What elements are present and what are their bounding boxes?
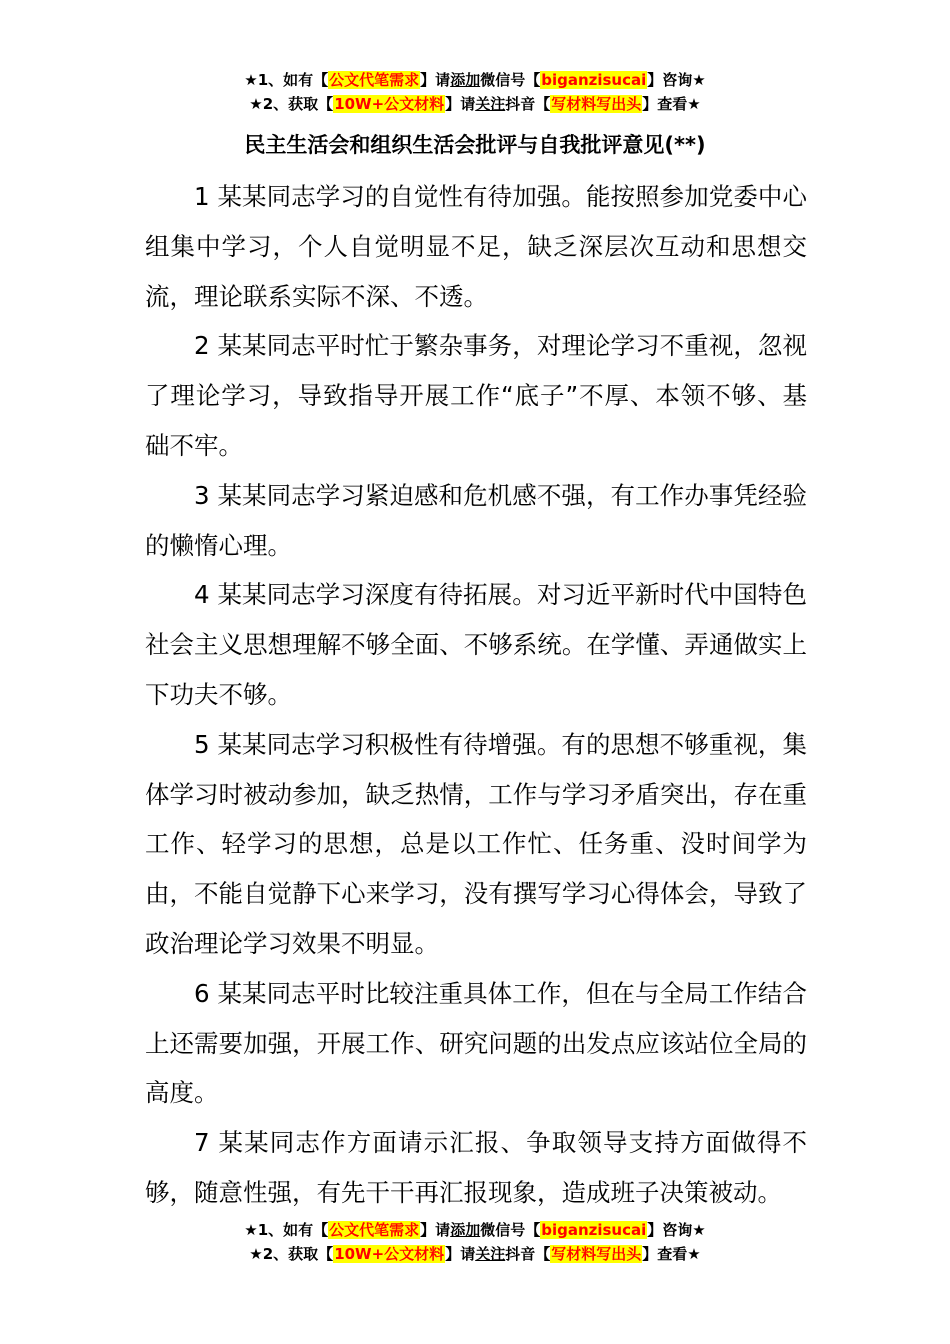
document-title: 民主生活会和组织生活会批评与自我批评意见(**) bbox=[244, 133, 706, 157]
banner-text: ★1、如有【 bbox=[244, 71, 329, 89]
document-body bbox=[145, 172, 807, 1218]
banner-text: 】咨询★ bbox=[647, 71, 706, 89]
paragraph-6: 6 某某同志平时比较注重具体工作，但在与全局工作结合上还需要加强，开展工作、研究问题的出发点应该站位全局的高度。 bbox=[145, 978, 807, 1108]
banner-text: 】请 bbox=[420, 71, 451, 89]
footer-banner bbox=[0, 1218, 950, 1266]
paragraph-7: 7 某某同志作方面请示汇报、争取领导支持方面做得不够，随意性强，有先干干再汇报现象，造成班子决策被动。 bbox=[145, 1128, 807, 1207]
underline-add: 添加 bbox=[450, 71, 481, 89]
paragraph-5: 5 某某同志学习积极性有待增强。有的思想不够重视，集体学习时被动参加，缺乏热情，工作与学习矛盾突出，存在重工作、轻学习的思想，总是以工作忙、任务重、没时间学为由，不能自觉静下心来学习，没有撰写学习心得体会，导致了政治理论学习效果不明显。 bbox=[145, 729, 807, 958]
underline-follow: 关注 bbox=[475, 95, 506, 113]
highlight-wechat-id: biganzisucai bbox=[541, 71, 647, 89]
paragraph-4: 4 某某同志学习深度有待拓展。对习近平新时代中国特色社会主义思想理解不够全面、不够系统。在学懂、弄通做实上下功夫不够。 bbox=[145, 580, 807, 709]
paragraph-1: 1 某某同志学习的自觉性有待加强。能按照参加党委中心组集中学习，个人自觉明显不足，缺乏深层次互动和思想交流，理论联系实际不深、不透。 bbox=[145, 182, 807, 311]
banner-line-2 bbox=[0, 1242, 950, 1266]
banner-text: ★2、获取【 bbox=[249, 1245, 334, 1263]
underline-add: 添加 bbox=[450, 1221, 481, 1239]
banner-text: 抖音【 bbox=[505, 1245, 551, 1263]
banner-text: 】咨询★ bbox=[647, 1221, 706, 1239]
banner-text: ★2、获取【 bbox=[249, 95, 334, 113]
highlight-douyin-account: 写材料写出头 bbox=[551, 1245, 642, 1263]
highlight-ghostwriting: 公文代笔需求 bbox=[329, 71, 420, 89]
highlight-materials: 10W+公文材料 bbox=[334, 95, 445, 113]
banner-text: 】请 bbox=[445, 1245, 476, 1263]
highlight-douyin-account: 写材料写出头 bbox=[551, 95, 642, 113]
banner-text: 】查看★ bbox=[642, 1245, 701, 1263]
banner-text: 】请 bbox=[445, 95, 476, 113]
highlight-ghostwriting: 公文代笔需求 bbox=[329, 1221, 420, 1239]
banner-line-1 bbox=[0, 68, 950, 92]
paragraph-3: 3 某某同志学习紧迫感和危机感不强，有工作办事凭经验的懒惰心理。 bbox=[145, 480, 807, 560]
banner-text: ★1、如有【 bbox=[244, 1221, 329, 1239]
underline-follow: 关注 bbox=[475, 1245, 506, 1263]
banner-line-2 bbox=[0, 92, 950, 116]
banner-text: 】查看★ bbox=[642, 95, 701, 113]
banner-text: 微信号【 bbox=[480, 1221, 541, 1239]
highlight-wechat-id: biganzisucai bbox=[541, 1221, 647, 1239]
banner-text: 抖音【 bbox=[505, 95, 551, 113]
banner-text: 微信号【 bbox=[480, 71, 541, 89]
highlight-materials: 10W+公文材料 bbox=[334, 1245, 445, 1263]
banner-text: 】请 bbox=[420, 1221, 451, 1239]
header-banner bbox=[0, 68, 950, 116]
banner-line-1 bbox=[0, 1218, 950, 1242]
paragraph-2: 2 某某同志平时忙于繁杂事务，对理论学习不重视，忽视了理论学习，导致指导开展工作“底子”不厚、本领不够、基础不牢。 bbox=[145, 331, 807, 460]
